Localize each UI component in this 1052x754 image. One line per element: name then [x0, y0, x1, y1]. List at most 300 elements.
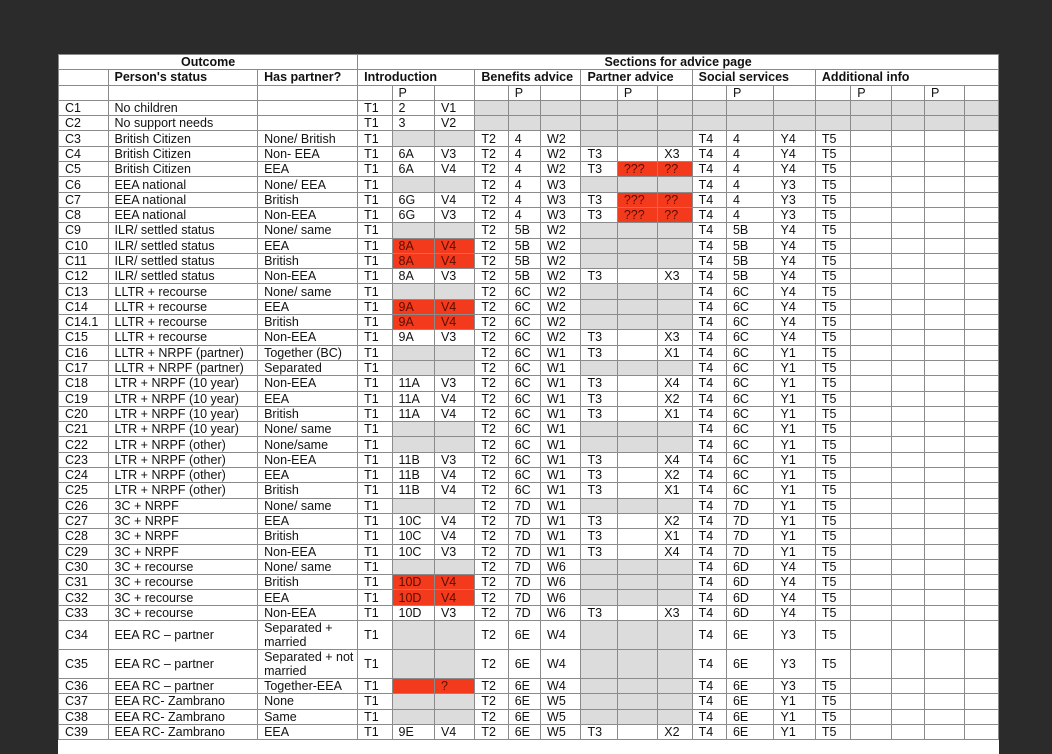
section-cell: T2 — [475, 513, 508, 528]
section-cell — [851, 116, 891, 131]
section-cell — [891, 146, 924, 161]
section-cell — [965, 452, 999, 467]
section-cell: T1 — [358, 177, 392, 192]
section-cell: 6E — [508, 724, 540, 739]
section-cell: V3 — [434, 452, 474, 467]
section-cell: 5B — [508, 269, 540, 284]
partner-cell: None/ same — [258, 422, 358, 437]
section-cell: T5 — [815, 437, 850, 452]
section-cell — [392, 131, 434, 146]
status-cell: LLTR + recourse — [108, 299, 258, 314]
section-cell — [965, 620, 999, 649]
section-cell: 8A — [392, 269, 434, 284]
section-cell: W2 — [541, 299, 581, 314]
section-cell — [617, 709, 657, 724]
section-cell: 6D — [726, 605, 774, 620]
status-cell: 3C + recourse — [108, 575, 258, 590]
section-cell: V4 — [434, 192, 474, 207]
section-cell — [851, 146, 891, 161]
section-cell: T2 — [475, 315, 508, 330]
table-row — [59, 452, 999, 467]
section-cell: T4 — [692, 724, 726, 739]
table-row — [59, 468, 999, 483]
section-cell: T1 — [358, 649, 392, 678]
section-cell: 6C — [726, 437, 774, 452]
section-cell — [658, 559, 692, 574]
section-cell: 6C — [726, 299, 774, 314]
partner-cell: British — [258, 529, 358, 544]
partner-cell: None — [258, 694, 358, 709]
section-cell — [658, 299, 692, 314]
section-cell — [891, 529, 924, 544]
section-cell: W1 — [541, 468, 581, 483]
persons-status-header: Person's status — [108, 70, 258, 85]
section-cell: T5 — [815, 498, 850, 513]
section-cell — [851, 269, 891, 284]
section-cell: 4 — [508, 162, 540, 177]
section-cell — [658, 116, 692, 131]
section-cell: 6E — [726, 678, 774, 693]
section-cell — [851, 177, 891, 192]
section-cell: T5 — [815, 269, 850, 284]
section-cell — [581, 649, 617, 678]
section-cell — [581, 315, 617, 330]
section-cell: T3 — [581, 452, 617, 467]
status-cell: 3C + NRPF — [108, 544, 258, 559]
table-row — [59, 299, 999, 314]
section-cell — [891, 100, 924, 115]
section-cell — [434, 131, 474, 146]
section-cell: T1 — [358, 284, 392, 299]
section-cell: T1 — [358, 116, 392, 131]
section-cell — [692, 116, 726, 131]
section-cell: T4 — [692, 452, 726, 467]
section-cell: V4 — [434, 162, 474, 177]
outcome-code-cell: C33 — [59, 605, 109, 620]
section-cell: T4 — [692, 330, 726, 345]
section-cell — [965, 315, 999, 330]
section-cell: 6A — [392, 146, 434, 161]
section-cell — [925, 330, 965, 345]
section-cell — [617, 605, 657, 620]
outcome-code-cell: C3 — [59, 131, 109, 146]
section-cell — [891, 406, 924, 421]
section-cell: T2 — [475, 223, 508, 238]
section-cell: T2 — [475, 345, 508, 360]
section-cell: T4 — [692, 345, 726, 360]
section-cell — [581, 131, 617, 146]
section-cell — [891, 605, 924, 620]
section-cell: 6C — [508, 406, 540, 421]
section-cell: Y4 — [774, 269, 815, 284]
section-cell: T1 — [358, 269, 392, 284]
section-cell — [965, 529, 999, 544]
section-cell — [965, 468, 999, 483]
section-cell: ??? — [617, 162, 657, 177]
section-cell: T4 — [692, 529, 726, 544]
section-cell: T4 — [692, 678, 726, 693]
section-cell: V4 — [434, 238, 474, 253]
section-cell — [434, 437, 474, 452]
table-row — [59, 694, 999, 709]
section-cell — [891, 192, 924, 207]
section-cell: 4 — [726, 162, 774, 177]
section-cell: T4 — [692, 360, 726, 375]
table-row — [59, 649, 999, 678]
section-cell: T4 — [692, 709, 726, 724]
section-cell: T3 — [581, 724, 617, 739]
section-cell — [891, 253, 924, 268]
page-marker-cell — [581, 85, 617, 100]
section-cell: T2 — [475, 694, 508, 709]
table-row — [59, 284, 999, 299]
section-cell: T4 — [692, 146, 726, 161]
section-cell — [541, 100, 581, 115]
section-cell: 5B — [508, 238, 540, 253]
spreadsheet-page — [58, 54, 999, 754]
section-cell: W2 — [541, 284, 581, 299]
section-cell: T4 — [692, 437, 726, 452]
section-cell — [851, 468, 891, 483]
section-cell — [658, 678, 692, 693]
table-row — [59, 162, 999, 177]
table-row — [59, 483, 999, 498]
section-cell: 11A — [392, 391, 434, 406]
section-cell: W2 — [541, 146, 581, 161]
section-cell — [891, 269, 924, 284]
outcome-code-cell: C14 — [59, 299, 109, 314]
page-marker-cell — [59, 85, 109, 100]
section-cell: W1 — [541, 513, 581, 528]
section-cell: T4 — [692, 299, 726, 314]
section-cell: 6C — [726, 406, 774, 421]
partner-cell: Non-EEA — [258, 330, 358, 345]
section-cell: T4 — [692, 391, 726, 406]
section-cell — [851, 299, 891, 314]
page-marker-cell — [774, 85, 815, 100]
section-cell — [965, 483, 999, 498]
section-cell — [392, 284, 434, 299]
section-cell: 4 — [726, 146, 774, 161]
section-cell: T5 — [815, 162, 850, 177]
section-cell: 4 — [508, 131, 540, 146]
partner-cell: Non-EEA — [258, 452, 358, 467]
section-cell: X1 — [658, 345, 692, 360]
section-cell: W2 — [541, 253, 581, 268]
section-cell: T1 — [358, 192, 392, 207]
section-cell — [658, 437, 692, 452]
section-cell — [965, 575, 999, 590]
section-cell: W2 — [541, 162, 581, 177]
section-cell — [581, 284, 617, 299]
section-cell: Y4 — [774, 605, 815, 620]
section-cell — [851, 315, 891, 330]
section-cell: T4 — [692, 223, 726, 238]
section-cell — [965, 605, 999, 620]
status-cell: EEA RC- Zambrano — [108, 694, 258, 709]
section-cell: T1 — [358, 498, 392, 513]
section-cell: 7D — [508, 559, 540, 574]
table-row — [59, 360, 999, 375]
section-cell: T4 — [692, 376, 726, 391]
table-row — [59, 345, 999, 360]
section-cell: T1 — [358, 330, 392, 345]
section-cell: T1 — [358, 146, 392, 161]
section-cell — [658, 649, 692, 678]
section-cell — [925, 238, 965, 253]
section-cell — [581, 223, 617, 238]
section-cell — [617, 360, 657, 375]
section-cell — [965, 223, 999, 238]
section-cell — [434, 559, 474, 574]
section-cell — [581, 437, 617, 452]
status-cell: ILR/ settled status — [108, 238, 258, 253]
status-cell: EEA RC- Zambrano — [108, 709, 258, 724]
section-cell — [965, 694, 999, 709]
section-cell: 6C — [508, 345, 540, 360]
section-cell — [617, 299, 657, 314]
section-cell: 6E — [508, 709, 540, 724]
section-cell — [925, 345, 965, 360]
section-cell — [891, 709, 924, 724]
outcome-code-cell: C5 — [59, 162, 109, 177]
table-row — [59, 223, 999, 238]
table-row — [59, 709, 999, 724]
table-row — [59, 269, 999, 284]
section-cell: T1 — [358, 299, 392, 314]
section-cell — [925, 253, 965, 268]
table-row — [59, 376, 999, 391]
section-cell — [617, 678, 657, 693]
section-cell: W2 — [541, 330, 581, 345]
section-cell — [925, 678, 965, 693]
section-cell: 6E — [726, 709, 774, 724]
section-cell: T1 — [358, 391, 392, 406]
section-cell: T5 — [815, 709, 850, 724]
section-cell: 6E — [726, 694, 774, 709]
section-cell — [965, 391, 999, 406]
section-cell — [581, 299, 617, 314]
section-cell: 6C — [726, 452, 774, 467]
section-cell — [581, 620, 617, 649]
page-marker-cell — [692, 85, 726, 100]
status-cell: EEA RC- Zambrano — [108, 724, 258, 739]
section-cell — [617, 253, 657, 268]
section-cell — [392, 709, 434, 724]
section-cell: W1 — [541, 376, 581, 391]
section-cell: T1 — [358, 162, 392, 177]
section-cell: T3 — [581, 345, 617, 360]
section-cell — [617, 559, 657, 574]
section-cell: T1 — [358, 513, 392, 528]
section-cell — [891, 452, 924, 467]
section-cell — [965, 253, 999, 268]
section-cell: V3 — [434, 207, 474, 222]
partner-cell: None/ EEA — [258, 177, 358, 192]
page-marker-cell: P — [851, 85, 891, 100]
section-cell — [851, 498, 891, 513]
section-cell — [925, 406, 965, 421]
section-cell: T3 — [581, 529, 617, 544]
section-cell: T5 — [815, 192, 850, 207]
section-cell — [925, 391, 965, 406]
section-cell: T3 — [581, 146, 617, 161]
section-cell — [925, 452, 965, 467]
section-cell — [965, 724, 999, 739]
advice-outcome-table — [58, 54, 999, 740]
status-cell: 3C + recourse — [108, 559, 258, 574]
section-cell — [581, 709, 617, 724]
section-cell — [925, 498, 965, 513]
section-cell — [475, 100, 508, 115]
page-marker-cell — [658, 85, 692, 100]
outcome-code-cell: C7 — [59, 192, 109, 207]
section-cell — [851, 376, 891, 391]
status-cell: ILR/ settled status — [108, 269, 258, 284]
section-cell — [891, 678, 924, 693]
outcome-code-cell: C32 — [59, 590, 109, 605]
section-cell: T2 — [475, 284, 508, 299]
section-cell: 5B — [726, 269, 774, 284]
section-cell — [891, 223, 924, 238]
section-cell: Y1 — [774, 513, 815, 528]
section-cell: W1 — [541, 498, 581, 513]
section-cell: 6C — [508, 315, 540, 330]
partner-cell: EEA — [258, 513, 358, 528]
status-cell: LLTR + NRPF (partner) — [108, 360, 258, 375]
section-cell: 6E — [726, 649, 774, 678]
section-cell: 5B — [726, 223, 774, 238]
section-cell: T5 — [815, 345, 850, 360]
section-cell: X1 — [658, 483, 692, 498]
section-cell — [965, 330, 999, 345]
section-cell: X2 — [658, 513, 692, 528]
section-cell: 9E — [392, 724, 434, 739]
section-cell: 7D — [726, 544, 774, 559]
section-cell — [658, 253, 692, 268]
section-cell — [392, 360, 434, 375]
section-cell: T2 — [475, 162, 508, 177]
outcome-code-cell: C18 — [59, 376, 109, 391]
outcome-code-cell: C23 — [59, 452, 109, 467]
section-cell: 10D — [392, 575, 434, 590]
section-cell: V4 — [434, 724, 474, 739]
section-cell: T5 — [815, 452, 850, 467]
section-cell: 11B — [392, 468, 434, 483]
outcome-code-cell: C1 — [59, 100, 109, 115]
section-cell: Y4 — [774, 253, 815, 268]
section-cell: T2 — [475, 207, 508, 222]
section-cell: Y1 — [774, 544, 815, 559]
section-cell — [851, 284, 891, 299]
section-cell — [658, 223, 692, 238]
section-cell: 6E — [726, 724, 774, 739]
section-cell: 11B — [392, 483, 434, 498]
partner-cell: None/ same — [258, 284, 358, 299]
section-cell — [891, 131, 924, 146]
section-cell — [925, 709, 965, 724]
section-cell: T3 — [581, 376, 617, 391]
section-cell: 6D — [726, 590, 774, 605]
section-cell — [925, 575, 965, 590]
section-cell: 11B — [392, 452, 434, 467]
section-cell — [851, 483, 891, 498]
sections-header: Sections for advice page — [358, 55, 999, 70]
section-cell: T1 — [358, 575, 392, 590]
section-cell: Y4 — [774, 590, 815, 605]
section-cell: T1 — [358, 529, 392, 544]
section-cell: Y1 — [774, 391, 815, 406]
outcome-code-cell: C26 — [59, 498, 109, 513]
section-cell — [965, 100, 999, 115]
section-cell — [617, 529, 657, 544]
section-cell: W2 — [541, 269, 581, 284]
status-cell: British Citizen — [108, 146, 258, 161]
section-cell: W1 — [541, 544, 581, 559]
section-cell: X3 — [658, 605, 692, 620]
section-cell — [617, 315, 657, 330]
section-cell: T2 — [475, 468, 508, 483]
outcome-code-cell: C36 — [59, 678, 109, 693]
table-row — [59, 605, 999, 620]
section-cell: Y3 — [774, 678, 815, 693]
section-cell — [434, 345, 474, 360]
section-cell — [658, 360, 692, 375]
outcome-code-cell: C19 — [59, 391, 109, 406]
section-cell — [851, 253, 891, 268]
section-cell: T5 — [815, 513, 850, 528]
section-cell: T3 — [581, 406, 617, 421]
section-cell — [965, 422, 999, 437]
section-cell — [617, 422, 657, 437]
status-cell: LLTR + recourse — [108, 284, 258, 299]
section-cell: T2 — [475, 238, 508, 253]
section-cell — [851, 575, 891, 590]
section-cell: T2 — [475, 590, 508, 605]
outcome-code-cell: C27 — [59, 513, 109, 528]
partner-cell: EEA — [258, 238, 358, 253]
section-cell: W1 — [541, 452, 581, 467]
section-cell — [965, 207, 999, 222]
section-cell: W3 — [541, 207, 581, 222]
section-cell: 6C — [726, 345, 774, 360]
section-cell: T1 — [358, 590, 392, 605]
section-cell: X1 — [658, 406, 692, 421]
section-cell — [925, 299, 965, 314]
section-cell: 6C — [508, 422, 540, 437]
partner-cell: Non- EEA — [258, 146, 358, 161]
outcome-code-cell: C30 — [59, 559, 109, 574]
section-cell — [392, 678, 434, 693]
section-cell: V3 — [434, 376, 474, 391]
page-marker-cell — [541, 85, 581, 100]
outcome-code-cell: C8 — [59, 207, 109, 222]
section-cell: T2 — [475, 620, 508, 649]
section-cell: T4 — [692, 238, 726, 253]
table-row — [59, 529, 999, 544]
section-cell: Y4 — [774, 330, 815, 345]
section-cell: T4 — [692, 620, 726, 649]
section-cell — [851, 678, 891, 693]
section-cell: Y1 — [774, 406, 815, 421]
section-cell: 6C — [726, 360, 774, 375]
section-cell: 10D — [392, 605, 434, 620]
section-cell — [851, 694, 891, 709]
section-cell: X4 — [658, 376, 692, 391]
section-cell — [891, 724, 924, 739]
section-cell: W4 — [541, 678, 581, 693]
partner-cell: Same — [258, 709, 358, 724]
